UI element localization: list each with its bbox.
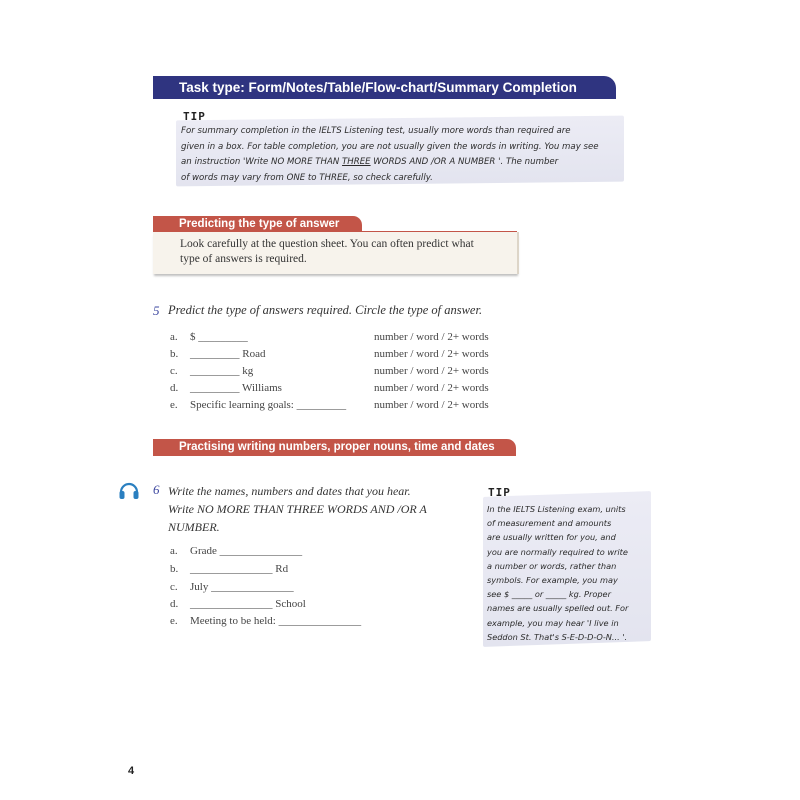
item-letter: a. <box>170 331 178 343</box>
note-line: Look carefully at the question sheet. You can often predict what <box>180 238 474 250</box>
question-number: 5 <box>153 303 160 318</box>
tip-line: given in a box. For table completion, you are not usually given the words in writing. You may see <box>181 141 599 152</box>
answer-blank[interactable]: _______________ School <box>190 598 306 610</box>
item-text: _________ kg <box>190 365 254 377</box>
item-letter: b. <box>170 563 179 575</box>
tip-line: Seddon St. That's S-E-D-D-O-N... '. <box>487 631 628 642</box>
instruction-line: Write NO MORE THAN THREE WORDS AND /OR A <box>168 502 427 516</box>
section-title: Practising writing numbers, proper nouns, time and dates <box>179 441 495 453</box>
question-instruction <box>168 482 453 536</box>
tip-line: a number or words, rather than <box>487 560 617 571</box>
item-letter: e. <box>170 399 178 411</box>
answer-type-options[interactable]: number / word / 2+ words <box>374 365 489 377</box>
tip-label: TIP <box>488 486 511 499</box>
item-letter: d. <box>170 382 179 394</box>
question-instruction: Predict the type of answers required. Circle the type of answer. <box>168 303 483 317</box>
answer-blank[interactable]: Meeting to be held: _______________ <box>190 615 362 627</box>
tip-line: For summary completion in the IELTS Listening test, usually more words than required are <box>181 126 571 136</box>
tip-line <box>181 155 621 171</box>
item-letter: a. <box>170 545 178 557</box>
tip-line: see $ _____ or _____ kg. Proper <box>487 589 611 600</box>
item-letter: c. <box>170 581 178 593</box>
item-text: $ _________ <box>190 331 248 343</box>
answer-type-options[interactable]: number / word / 2+ words <box>374 399 489 411</box>
tip-label: TIP <box>183 110 206 123</box>
note-line: type of answers is required. <box>180 253 307 265</box>
task-type-banner <box>153 76 616 99</box>
answer-blank[interactable]: _______________ Rd <box>190 563 289 575</box>
item-text: Specific learning goals: _________ <box>190 399 347 411</box>
answer-type-options[interactable]: number / word / 2+ words <box>374 331 489 343</box>
tip-line: In the IELTS Listening exam, units <box>487 504 626 514</box>
tip-line: example, you may hear 'I live in <box>487 617 619 628</box>
section-header-practising <box>153 439 516 456</box>
tip-text-summary <box>181 124 621 186</box>
item-text: _________ Road <box>190 348 266 360</box>
tip-line-part: an instruction 'Write NO MORE THAN <box>181 157 343 168</box>
section-header-predicting <box>153 216 362 233</box>
tip-line: names are usually spelled out. For <box>487 603 629 614</box>
question-number: 6 <box>153 482 160 497</box>
tip-line-part: WORDS AND /OR A NUMBER '. The number <box>370 157 559 168</box>
section-title: Predicting the type of answer <box>179 218 340 230</box>
task-type-title: Task type: Form/Notes/Table/Flow-chart/Summary Completion <box>179 80 577 95</box>
item-letter: e. <box>170 615 178 627</box>
tip-line: symbols. For example, you may <box>487 575 618 586</box>
tip-underlined-word: THREE <box>342 157 371 168</box>
instruction-line: Write the names, numbers and dates that you hear. <box>168 484 411 498</box>
item-letter: b. <box>170 348 179 360</box>
headphones-icon <box>117 478 141 502</box>
tip-line: of measurement and amounts <box>487 518 612 529</box>
item-letter: d. <box>170 598 179 610</box>
instruction-line: NUMBER. <box>168 520 220 534</box>
tip-line: are usually written for you, and <box>487 532 616 543</box>
answer-blank[interactable]: July _______________ <box>190 581 294 593</box>
tip-text-units <box>487 502 648 644</box>
answer-type-options[interactable]: number / word / 2+ words <box>374 382 489 394</box>
tip-line: you are normally required to write <box>487 546 628 557</box>
item-letter: c. <box>170 365 178 377</box>
page-number: 4 <box>128 765 135 777</box>
predict-note-text <box>180 237 510 267</box>
answer-type-options[interactable]: number / word / 2+ words <box>374 348 489 360</box>
item-text: _________ Williams <box>190 382 282 394</box>
answer-blank[interactable]: Grade _______________ <box>190 545 303 557</box>
tip-line: of words may vary from ONE to THREE, so check carefully. <box>181 172 433 183</box>
